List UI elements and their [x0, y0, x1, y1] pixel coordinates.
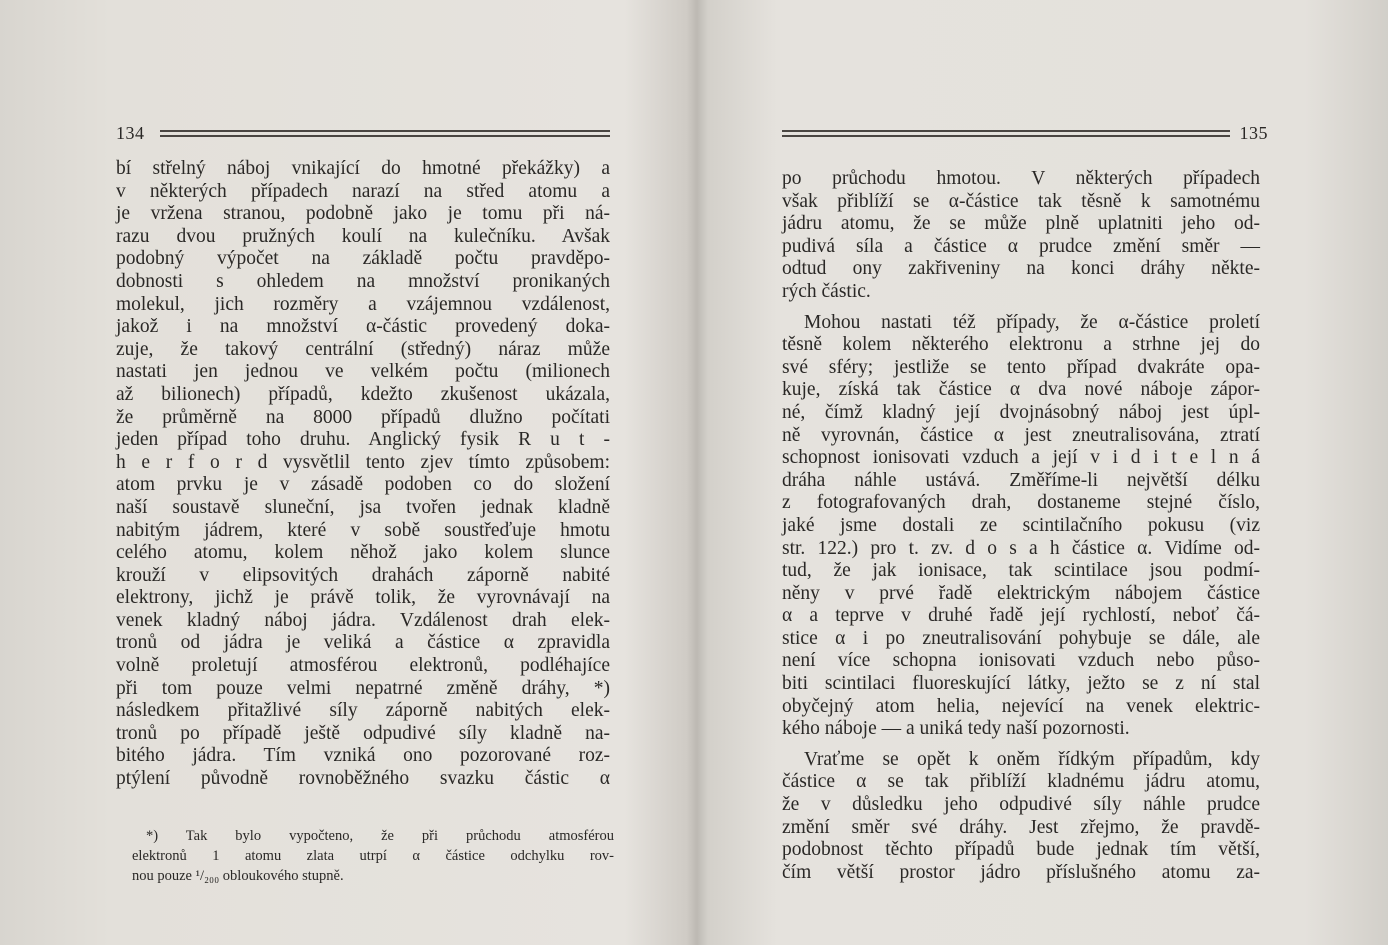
text-line: po průchodu hmotou. V některých případech: [782, 168, 1260, 189]
right-body-text: [782, 168, 1260, 884]
text-line: naší soustavě sluneční, jsa tvořen jednak kladně: [116, 496, 610, 518]
text-line: rých částic.: [782, 280, 871, 302]
text-line: až bilionech) případů, kdežto zkušenost ukázala,: [116, 383, 610, 405]
text-line: stice α i po zneutralisování pohybuje se dále, ale: [782, 627, 1260, 649]
text-line: pudivá síla a částice α prudce změní směr —: [782, 235, 1260, 257]
text-line: své sféry; jestliže se tento případ dvakráte opa-: [782, 356, 1260, 378]
footnote-line: nou pouze ¹/₂₀₀ obloukového stupně.: [132, 868, 344, 884]
text-line: kého náboje — a uniká tedy naší pozornosti.: [782, 718, 1130, 740]
text-line: však přiblíží se α-částice tak těsně k samotnému: [782, 190, 1260, 212]
footnote-line: *) Tak bylo vypočteno, že při průchodu atmosférou: [146, 828, 614, 844]
text-line: h e r f o r d vysvětlil tento zjev tímto způsobem:: [116, 451, 610, 473]
text-line: tronů od jádra je veliká a částice α zpravidla: [116, 632, 610, 654]
text-line: něny v prvé řadě elektrickým nábojem částice: [782, 582, 1260, 604]
text-line: čím větší prostor jádro příslušného atomu za-: [782, 861, 1260, 883]
text-line: jeden případ toho druhu. Anglický fysik R u t -: [116, 429, 610, 451]
text-line: jaké jsme dostali ze scintilačního pokusu (viz: [782, 514, 1260, 536]
text-line: venek kladný náboj jádra. Vzdálenost drah elek-: [116, 609, 610, 631]
text-line: obyčejný atom helia, nejevící na venek elektric-: [782, 695, 1260, 717]
text-line: je vržena stranou, podobně jako je tomu při ná-: [116, 203, 610, 225]
left-running-head: [116, 122, 610, 148]
text-line: dráha náhle ustává. Změříme-li největší délku: [782, 469, 1260, 491]
text-line: α a teprve v druhé řadě její rychlostí, neboť čá-: [782, 605, 1260, 627]
right-page: [694, 0, 1388, 945]
text-line: razu dvou pružných koulí na kulečníku. Avšak: [116, 225, 610, 247]
text-line: Mohou nastati též případy, že α-částice proletí: [804, 311, 1260, 333]
text-line: nabitým jádrem, které v sobě soustřeďuje hmotu: [116, 519, 610, 541]
text-line: bitého jádra. Tím vzniká ono pozorované roz-: [116, 745, 610, 767]
text-line: částice α se tak přiblíží kladnému jádru atomu,: [782, 771, 1260, 793]
text-line: podobnost těchto případů bude jednak tím větší,: [782, 839, 1260, 861]
text-line: není více schopna ionisovati vzduch nebo půso-: [782, 650, 1260, 672]
text-line: krouží v elipsovitých drahách záporně nabité: [116, 564, 610, 586]
text-line: molekul, jich rozměry a vzájemnou vzdálenost,: [116, 293, 610, 315]
text-line: bí střelný náboj vnikající do hmotné překážky) a: [116, 158, 610, 179]
text-line: kuje, získá tak částice α dva nové náboje zápor-: [782, 379, 1260, 401]
text-line: elektrony, jichž je právě tolik, že vyrovnávají na: [116, 587, 610, 609]
text-line: tronů po případě ještě odpudivé síly kladně na-: [116, 722, 610, 744]
text-line: z fotografovaných drah, dostaneme stejné číslo,: [782, 492, 1260, 514]
right-running-head: [782, 122, 1268, 148]
text-line: Vraťme se opět k oněm řídkým případům, kdy: [804, 748, 1260, 770]
right-page-number: 135: [1239, 123, 1268, 143]
text-line: těsně kolem některého elektronu a strhne jej do: [782, 334, 1260, 356]
text-line: změní směr své dráhy. Jest zřejmo, že pravdě-: [782, 816, 1260, 838]
text-line: nastati jen jednou ve velkém počtu (milionech: [116, 361, 610, 383]
text-line: dobnosti s ohledem na množství pronikaných: [116, 270, 610, 292]
text-line: podobný výpočet na základě počtu pravděpo-: [116, 248, 610, 270]
text-line: odtud ony zakřiveniny na konci dráhy někte-: [782, 258, 1260, 280]
text-line: jádru atomu, že se může plně uplatniti jeho od-: [782, 213, 1260, 235]
text-line: schopnost ionisovati vzduch a její v i d i t e l n á: [782, 447, 1260, 469]
text-line: atom prvku je v zásadě podoben co do složení: [116, 474, 610, 496]
text-line: tud, že jak ionisace, tak scintilace jsou podmí-: [782, 560, 1260, 582]
text-line: zuje, že takový centrální (středný) náraz může: [116, 338, 610, 360]
text-line: ně vyrovnán, částice α jest zneutralisována, ztratí: [782, 424, 1260, 446]
text-line: biti scintilaci fluoreskující látky, ježto se z ní stal: [782, 673, 1260, 695]
text-line: že v důsledku jeho odpudivé síly náhle prudce: [782, 794, 1260, 816]
text-line: né, čímž kladný její dvojnásobný náboj jest úpl-: [782, 401, 1260, 423]
text-line: že průměrně na 8000 případů dlužno počítati: [116, 406, 610, 428]
footnote-line: elektronů 1 atomu zlata utrpí α částice odchylku rov-: [132, 848, 614, 864]
text-line: str. 122.) pro t. zv. d o s a h částice α. Vidíme od-: [782, 537, 1260, 559]
text-line: volně proletují atmosférou elektronů, podléhajíce: [116, 655, 610, 677]
left-header-rule: [160, 130, 610, 137]
paragraph-gap: [782, 304, 1260, 312]
left-footnote: [132, 826, 614, 886]
left-body-text: [116, 158, 610, 791]
text-line: celého atomu, kolem něhož jako kolem slunce: [116, 542, 610, 564]
text-line: ptýlení původně rovnoběžného svazku částic α: [116, 768, 610, 790]
text-line: při tom pouze velmi nepatrné změně dráhy, *): [116, 677, 610, 699]
text-line: v některých případech narazí na střed atomu a: [116, 180, 610, 202]
left-page-number: 134: [116, 123, 145, 143]
text-line: následkem přitažlivé síly záporně nabitých elek-: [116, 700, 610, 722]
right-header-rule: [782, 130, 1230, 137]
text-line: jakož i na množství α-částic provedený doka-: [116, 316, 610, 338]
paragraph-gap: [782, 741, 1260, 749]
